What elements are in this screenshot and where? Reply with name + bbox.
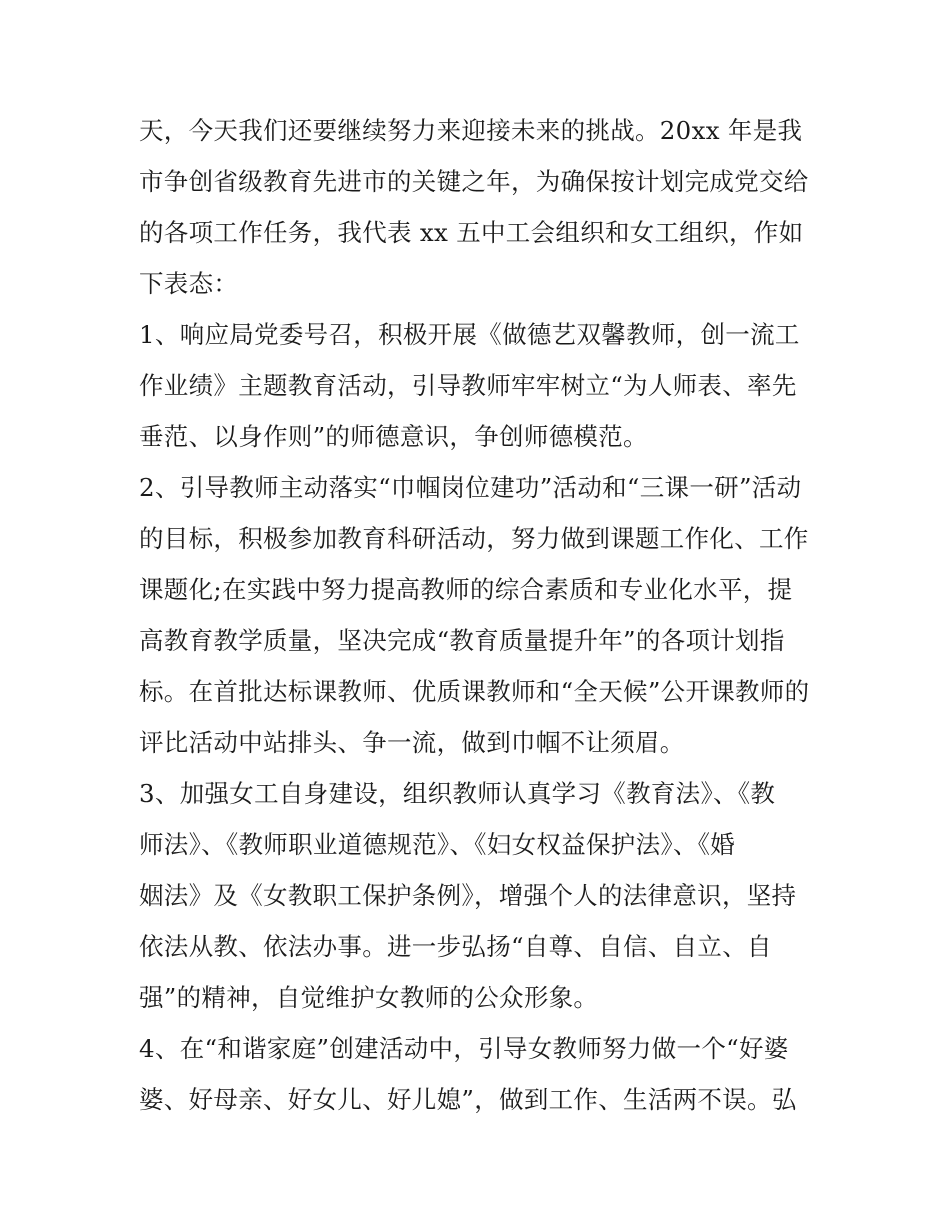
text-line: 3、加强女工自身建设，组织教师认真学习《教育法》、《教 [139,779,776,808]
text-line: 评比活动中站排头、争一流，做到巾帼不让须眉。 [139,728,685,757]
text-line: 市争创省级教育先进市的关键之年，为确保按计划完成党交给 [139,167,809,196]
text-line: 的目标，积极参加教育科研活动，努力做到课题工作化、工作 [139,524,809,553]
text-line: 强”的精神，自觉维护女教师的公众形象。 [139,983,599,1012]
text-line: 课题化;在实践中努力提高教师的综合素质和专业化水平，提 [139,575,793,604]
text-line: 的各项工作任务，我代表 xx 五中工会组织和女工组织，作如 [139,218,804,247]
text-line: 下表态： [139,269,239,298]
text-line: 高教育教学质量，坚决完成“教育质量提升年”的各项计划指 [139,626,785,655]
text-line: 师法》、《教师职业道德规范》、《妇女权益保护法》、《婚 [139,830,736,859]
text-line: 依法从教、依法办事。进一步弘扬“自尊、自信、自立、自 [139,932,772,961]
text-line: 婆、好母亲、好女儿、好儿媳”，做到工作、生活两不误。弘 [139,1085,797,1114]
text-line: 1、响应局党委号召，积极开展《做德艺双馨教师，创一流工 [139,320,800,349]
text-line: 姻法》及《女教职工保护条例》，增强个人的法律意识，坚持 [139,881,797,910]
text-line: 4、在“和谐家庭”创建活动中，引导女教师努力做一个“好婆 [139,1034,789,1063]
text-line: 天，今天我们还要继续努力来迎接未来的挑战。20xx 年是我 [139,116,803,145]
text-line: 垂范、以身作则”的师德意识，争创师德模范。 [139,422,648,451]
document-body [139,105,829,1125]
text-line: 2、引导教师主动落实“巾帼岗位建功”活动和“三课一研”活动 [139,473,802,502]
text-line: 作业绩》主题教育活动，引导教师牢牢树立“为人师表、率先 [139,371,797,400]
text-line: 标。在首批达标课教师、优质课教师和“全天候”公开课教师的 [139,677,810,706]
